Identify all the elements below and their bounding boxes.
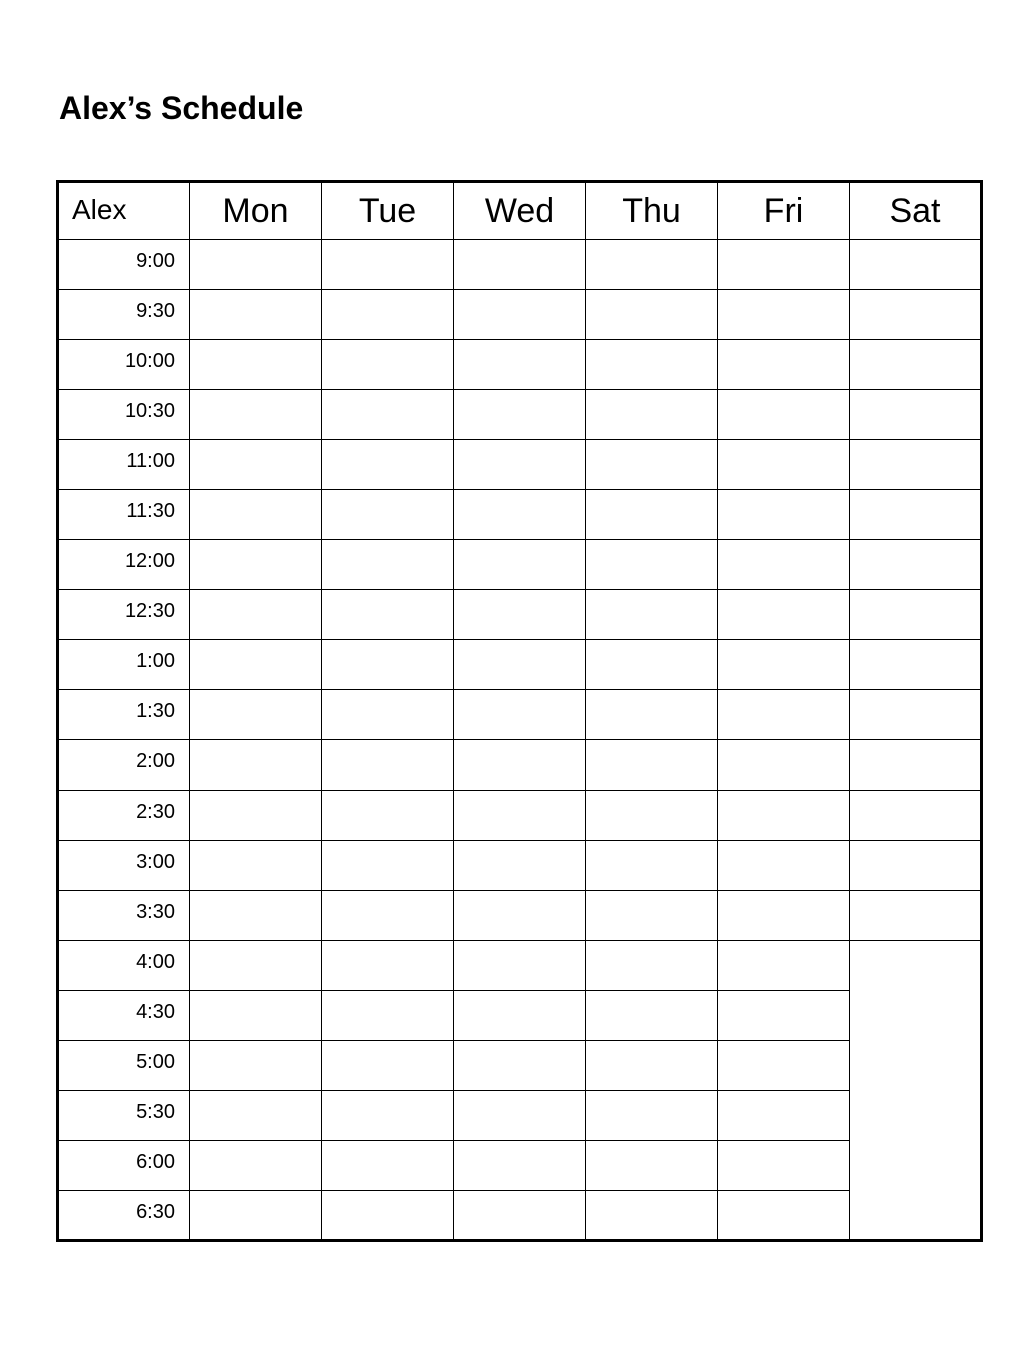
time-label: 9:30 — [58, 290, 190, 340]
schedule-slot-wed[interactable] — [454, 1190, 586, 1240]
schedule-slot-tue[interactable] — [322, 1190, 454, 1240]
schedule-slot-wed[interactable] — [454, 1040, 586, 1090]
schedule-slot-sat[interactable] — [850, 540, 982, 590]
schedule-slot-wed[interactable] — [454, 440, 586, 490]
schedule-slot-thu[interactable] — [586, 840, 718, 890]
schedule-slot-wed[interactable] — [454, 290, 586, 340]
schedule-slot-tue[interactable] — [322, 840, 454, 890]
schedule-slot-tue[interactable] — [322, 340, 454, 390]
time-row — [58, 840, 982, 890]
time-label: 1:30 — [58, 690, 190, 740]
schedule-slot-wed[interactable] — [454, 390, 586, 440]
schedule-slot-thu[interactable] — [586, 340, 718, 390]
schedule-slot-fri[interactable] — [718, 1190, 850, 1240]
time-row — [58, 740, 982, 790]
schedule-slot-sat[interactable] — [850, 490, 982, 540]
time-row — [58, 540, 982, 590]
schedule-slot-sat[interactable] — [850, 590, 982, 640]
time-row — [58, 640, 982, 690]
schedule-slot-wed[interactable] — [454, 340, 586, 390]
schedule-slot-fri[interactable] — [718, 640, 850, 690]
schedule-slot-mon[interactable] — [190, 840, 322, 890]
schedule-slot-mon[interactable] — [190, 390, 322, 440]
schedule-slot-tue[interactable] — [322, 390, 454, 440]
schedule-slot-wed[interactable] — [454, 640, 586, 690]
schedule-slot-fri[interactable] — [718, 790, 850, 840]
schedule-slot-sat[interactable] — [850, 640, 982, 690]
schedule-slot-fri[interactable] — [718, 990, 850, 1040]
schedule-slot-tue[interactable] — [322, 740, 454, 790]
time-label: 9:00 — [58, 240, 190, 290]
schedule-slot-tue[interactable] — [322, 590, 454, 640]
schedule-slot-fri[interactable] — [718, 1090, 850, 1140]
time-row — [58, 890, 982, 940]
schedule-slot-sat[interactable] — [850, 440, 982, 490]
day-header-mon: Mon — [190, 182, 322, 240]
time-row — [58, 1040, 982, 1090]
schedule-slot-thu[interactable] — [586, 490, 718, 540]
schedule-slot-wed[interactable] — [454, 790, 586, 840]
day-header-sat: Sat — [850, 182, 982, 240]
schedule-slot-thu[interactable] — [586, 1140, 718, 1190]
time-label: 12:00 — [58, 540, 190, 590]
time-label: 4:00 — [58, 940, 190, 990]
schedule-slot-tue[interactable] — [322, 440, 454, 490]
time-label: 10:00 — [58, 340, 190, 390]
schedule-slot-fri[interactable] — [718, 590, 850, 640]
time-row — [58, 290, 982, 340]
time-row — [58, 1090, 982, 1140]
schedule-slot-tue[interactable] — [322, 640, 454, 690]
schedule-slot-sat-merged[interactable] — [850, 940, 982, 1240]
time-row — [58, 690, 982, 740]
schedule-slot-tue[interactable] — [322, 1090, 454, 1140]
schedule-slot-thu[interactable] — [586, 940, 718, 990]
schedule-slot-mon[interactable] — [190, 490, 322, 540]
schedule-slot-tue[interactable] — [322, 540, 454, 590]
time-label: 3:30 — [58, 890, 190, 940]
schedule-slot-fri[interactable] — [718, 240, 850, 290]
schedule-table — [56, 180, 983, 1242]
time-label: 11:00 — [58, 440, 190, 490]
schedule-slot-mon[interactable] — [190, 990, 322, 1040]
schedule-slot-fri[interactable] — [718, 540, 850, 590]
time-row — [58, 990, 982, 1040]
schedule-slot-thu[interactable] — [586, 640, 718, 690]
schedule-slot-tue[interactable] — [322, 940, 454, 990]
schedule-slot-wed[interactable] — [454, 690, 586, 740]
schedule-slot-thu[interactable] — [586, 240, 718, 290]
schedule-slot-fri[interactable] — [718, 340, 850, 390]
schedule-slot-wed[interactable] — [454, 940, 586, 990]
time-label: 1:00 — [58, 640, 190, 690]
schedule-slot-mon[interactable] — [190, 1140, 322, 1190]
schedule-slot-sat[interactable] — [850, 390, 982, 440]
schedule-slot-mon[interactable] — [190, 290, 322, 340]
page-title: Alex’s Schedule — [59, 90, 304, 126]
schedule-slot-fri[interactable] — [718, 440, 850, 490]
schedule-slot-tue[interactable] — [322, 990, 454, 1040]
header-row — [58, 182, 982, 240]
schedule-slot-sat[interactable] — [850, 790, 982, 840]
schedule-slot-fri[interactable] — [718, 390, 850, 440]
time-label: 4:30 — [58, 990, 190, 1040]
schedule-slot-mon[interactable] — [190, 240, 322, 290]
schedule-slot-fri[interactable] — [718, 740, 850, 790]
corner-label: Alex — [58, 182, 190, 240]
day-header-fri: Fri — [718, 182, 850, 240]
time-row — [58, 590, 982, 640]
schedule-slot-fri[interactable] — [718, 290, 850, 340]
schedule-slot-wed[interactable] — [454, 890, 586, 940]
schedule-slot-wed[interactable] — [454, 740, 586, 790]
schedule-slot-tue[interactable] — [322, 1040, 454, 1090]
schedule-body — [58, 240, 982, 1241]
schedule-slot-fri[interactable] — [718, 490, 850, 540]
schedule-slot-mon[interactable] — [190, 640, 322, 690]
time-row — [58, 1190, 982, 1240]
schedule-slot-thu[interactable] — [586, 990, 718, 1040]
time-label: 5:30 — [58, 1090, 190, 1140]
schedule-slot-thu[interactable] — [586, 590, 718, 640]
schedule-slot-sat[interactable] — [850, 340, 982, 390]
schedule-slot-mon[interactable] — [190, 540, 322, 590]
schedule-slot-fri[interactable] — [718, 940, 850, 990]
schedule-slot-fri[interactable] — [718, 1140, 850, 1190]
schedule-slot-tue[interactable] — [322, 490, 454, 540]
schedule-slot-thu[interactable] — [586, 790, 718, 840]
schedule-slot-sat[interactable] — [850, 240, 982, 290]
day-header-thu: Thu — [586, 182, 718, 240]
schedule-slot-thu[interactable] — [586, 390, 718, 440]
time-row — [58, 240, 982, 290]
schedule-slot-thu[interactable] — [586, 890, 718, 940]
schedule-slot-mon[interactable] — [190, 1090, 322, 1140]
day-header-tue: Tue — [322, 182, 454, 240]
schedule-slot-wed[interactable] — [454, 1090, 586, 1140]
schedule-slot-thu[interactable] — [586, 740, 718, 790]
time-label: 11:30 — [58, 490, 190, 540]
schedule-slot-wed[interactable] — [454, 540, 586, 590]
time-row — [58, 1140, 982, 1190]
schedule-slot-tue[interactable] — [322, 290, 454, 340]
schedule-slot-fri[interactable] — [718, 1040, 850, 1090]
schedule-slot-wed[interactable] — [454, 1140, 586, 1190]
schedule-slot-tue[interactable] — [322, 690, 454, 740]
schedule-slot-thu[interactable] — [586, 290, 718, 340]
time-row — [58, 490, 982, 540]
schedule-slot-mon[interactable] — [190, 690, 322, 740]
schedule-slot-fri[interactable] — [718, 690, 850, 740]
time-label: 10:30 — [58, 390, 190, 440]
schedule-slot-sat[interactable] — [850, 890, 982, 940]
time-row — [58, 790, 982, 840]
schedule-slot-mon[interactable] — [190, 440, 322, 490]
schedule-slot-mon[interactable] — [190, 890, 322, 940]
time-label: 2:30 — [58, 790, 190, 840]
time-label: 6:30 — [58, 1190, 190, 1240]
time-label: 12:30 — [58, 590, 190, 640]
schedule-slot-mon[interactable] — [190, 740, 322, 790]
schedule-slot-mon[interactable] — [190, 1190, 322, 1240]
schedule-slot-thu[interactable] — [586, 540, 718, 590]
time-row — [58, 940, 982, 990]
schedule-slot-sat[interactable] — [850, 740, 982, 790]
schedule-slot-thu[interactable] — [586, 1040, 718, 1090]
schedule-slot-thu[interactable] — [586, 1090, 718, 1140]
schedule-slot-fri[interactable] — [718, 840, 850, 890]
schedule-slot-wed[interactable] — [454, 490, 586, 540]
schedule-slot-wed[interactable] — [454, 240, 586, 290]
schedule-slot-thu[interactable] — [586, 440, 718, 490]
time-label: 2:00 — [58, 740, 190, 790]
schedule-slot-mon[interactable] — [190, 790, 322, 840]
time-label: 3:00 — [58, 840, 190, 890]
time-label: 6:00 — [58, 1140, 190, 1190]
schedule-slot-tue[interactable] — [322, 240, 454, 290]
schedule-slot-wed[interactable] — [454, 990, 586, 1040]
time-row — [58, 340, 982, 390]
schedule-slot-mon[interactable] — [190, 590, 322, 640]
time-row — [58, 440, 982, 490]
schedule-slot-mon[interactable] — [190, 340, 322, 390]
schedule-slot-wed[interactable] — [454, 590, 586, 640]
schedule-slot-thu[interactable] — [586, 1190, 718, 1240]
schedule-slot-sat[interactable] — [850, 840, 982, 890]
schedule-slot-tue[interactable] — [322, 1140, 454, 1190]
schedule-slot-thu[interactable] — [586, 690, 718, 740]
time-label: 5:00 — [58, 1040, 190, 1090]
schedule-slot-sat[interactable] — [850, 690, 982, 740]
schedule-slot-fri[interactable] — [718, 890, 850, 940]
schedule-slot-tue[interactable] — [322, 890, 454, 940]
schedule-slot-mon[interactable] — [190, 1040, 322, 1090]
schedule-slot-mon[interactable] — [190, 940, 322, 990]
day-header-wed: Wed — [454, 182, 586, 240]
schedule-slot-tue[interactable] — [322, 790, 454, 840]
time-row — [58, 390, 982, 440]
schedule-slot-wed[interactable] — [454, 840, 586, 890]
schedule-slot-sat[interactable] — [850, 290, 982, 340]
